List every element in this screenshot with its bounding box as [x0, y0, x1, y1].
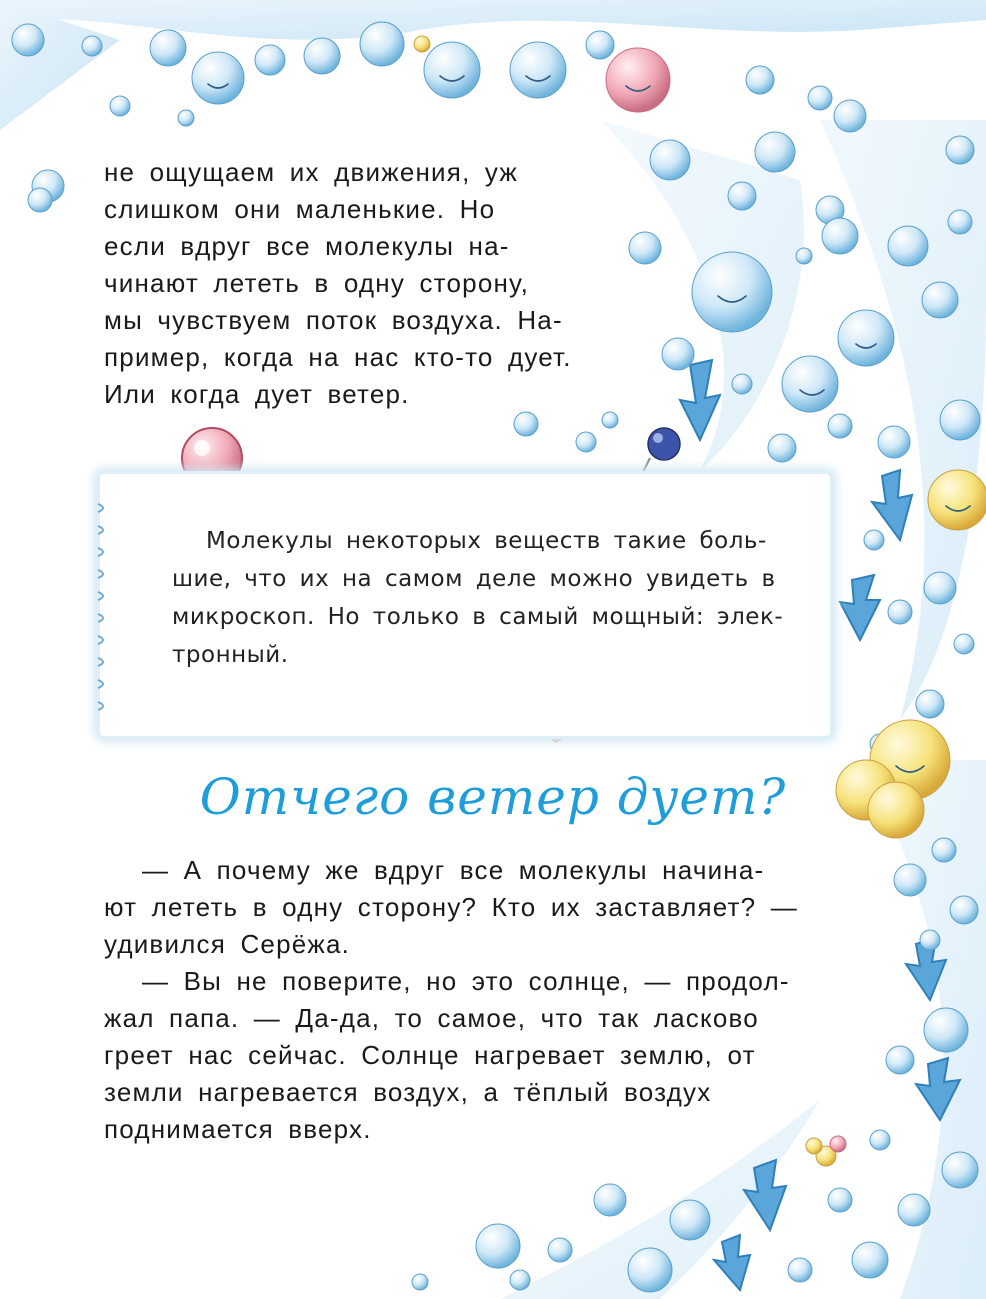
dialog-line: — А почему же вдруг все молекулы начина- [142, 855, 765, 885]
note-line: тронный. [172, 642, 289, 668]
note-line: шие, что их на самом деле можно увидеть в [172, 566, 776, 592]
dialog-line: жал папа. — Да-да, то самое, что так ласково [104, 1003, 759, 1033]
intro-line: чинают лететь в одну сторону, [104, 268, 530, 298]
dialog-line: удивился Серёжа. [104, 929, 351, 959]
notebook-spiral-icon [96, 494, 110, 714]
intro-paragraph [104, 154, 594, 413]
note-text [172, 522, 792, 674]
intro-line: Или когда дует ветер. [104, 379, 410, 409]
intro-line: мы чувствуем поток воздуха. На- [104, 305, 563, 335]
dialog-paragraph [104, 852, 864, 1148]
dialog-line: греет нас сейчас. Солнце нагревает землю, от [104, 1040, 756, 1070]
section-heading: Отчего ветер дует? [199, 768, 787, 826]
note-line: Молекулы некоторых веществ такие боль- [206, 528, 767, 554]
intro-line: если вдруг все молекулы на- [104, 231, 510, 261]
dialog-line: поднимается вверх. [104, 1114, 372, 1144]
dialog-line: земли нагревается воздух, а тёплый воздух [104, 1077, 712, 1107]
note-line: микроскоп. Но только в самый мощный: элек- [172, 604, 784, 630]
note-card [100, 474, 830, 736]
intro-line: не ощущаем их движения, уж [104, 157, 518, 187]
dialog-line: ют лететь в одну сторону? Кто их заставляет? — [104, 892, 798, 922]
dialog-line: — Вы не поверите, но это солнце, — продол- [142, 966, 790, 996]
intro-line: слишком они маленькие. Но [104, 194, 496, 224]
intro-line: пример, когда на нас кто-то дует. [104, 342, 572, 372]
